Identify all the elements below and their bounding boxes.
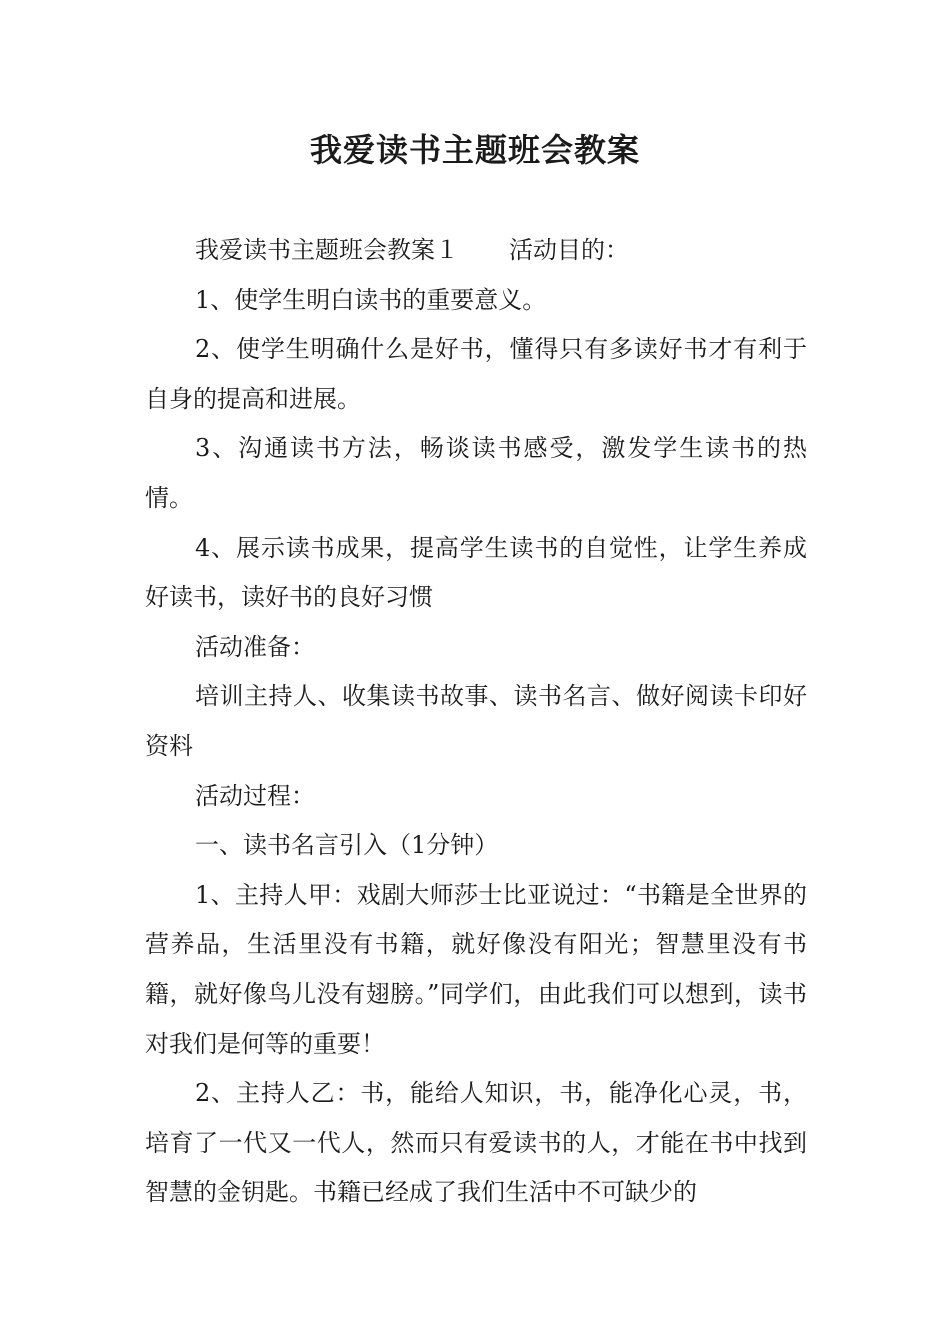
paragraph: 2、使学生明确什么是好书，懂得只有多读好书才有利于自身的提高和进展。 xyxy=(145,335,807,413)
paragraph-intro xyxy=(145,226,807,276)
paragraph: 1、主持人甲：戏剧大师莎士比亚说过：“书籍是全世界的营养品，生活里没有书籍，就好像没有阳光；智慧里没有书籍，就好像鸟儿没有翅膀。”同学们，由此我们可以想到，读书对我们是何等的重要！ xyxy=(145,880,807,1058)
paragraph-text: 活动目的： xyxy=(509,236,629,264)
document-body xyxy=(145,226,807,1218)
paragraph: 1、使学生明白读书的重要意义。 xyxy=(195,285,547,314)
paragraph: 一、读书名言引入（1分钟） xyxy=(195,831,499,860)
paragraph: 活动准备： xyxy=(195,632,315,661)
paragraph: 活动过程： xyxy=(195,781,315,810)
paragraph: 3、沟通读书方法，畅谈读书感受，激发学生读书的热情。 xyxy=(145,434,807,512)
paragraph: 2、主持人乙：书，能给人知识，书，能净化心灵，书，培育了一代又一代人，然而只有爱读书的人，才能在书中找到智慧的金钥匙。书籍已经成了我们生活中不可缺少的 xyxy=(145,1079,807,1207)
document-title: 我爱读书主题班会教案 xyxy=(309,131,640,169)
paragraph: 培训主持人、收集读书故事、读书名言、做好阅读卡印好资料 xyxy=(145,682,807,760)
section-heading: 我爱读书主题班会教案１ xyxy=(195,236,459,264)
paragraph: 4、展示读书成果，提高学生读书的自觉性，让学生养成好读书，读好书的良好习惯 xyxy=(145,533,807,612)
